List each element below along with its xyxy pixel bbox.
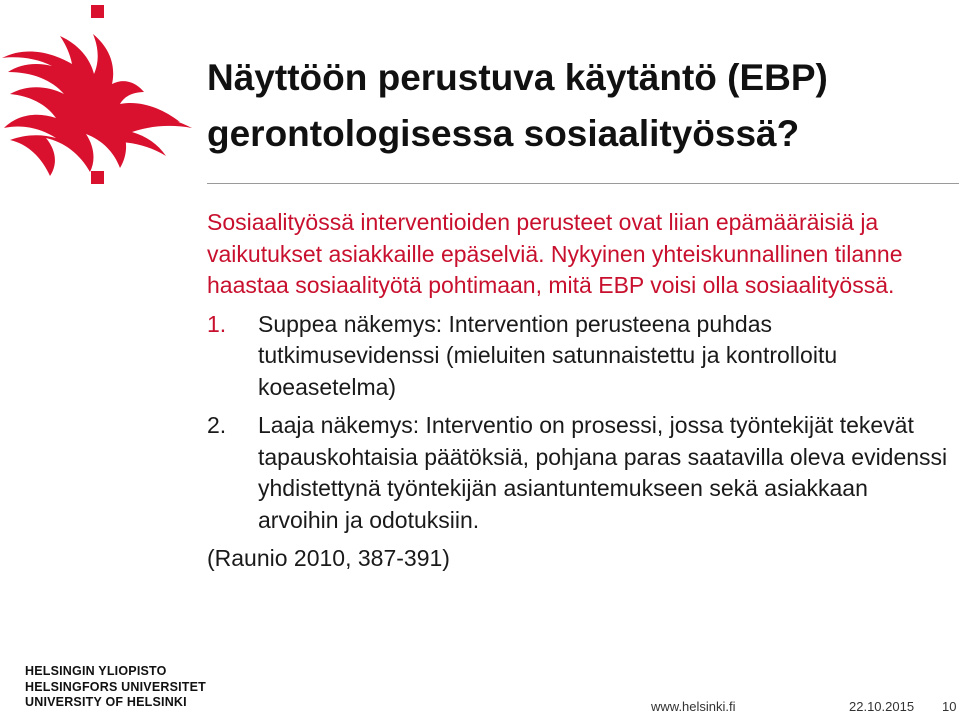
flame-logo-icon	[0, 0, 200, 195]
intro-highlight: Sosiaalityössä interventioiden perusteet ovat liian epämääräisiä ja vaikutukset asiakkaille epäselviä.	[207, 209, 879, 267]
numbered-list	[207, 309, 952, 537]
intro-continuation: Nykyinen yhteiskunnallinen tilanne haastaa sosiaalityötä pohtimaan, mitä EBP voisi olla sosiaalityössä.	[207, 240, 903, 298]
list-item-text: Laaja näkemys: Interventio on prosessi, jossa työntekijät tekevät tapauskohtaisia päätöksiä, pohjana paras saatavilla oleva evidenssi yhdistettynä työntekijän asiantuntemukseen sekä asiakkaan arvoihin ja odotuksiin.	[258, 412, 948, 533]
slide-body	[207, 207, 952, 575]
list-item	[207, 410, 952, 536]
footer-url: www.helsinki.fi	[651, 699, 736, 714]
footer-date: 22.10.2015	[849, 699, 915, 714]
list-item-number: 1.	[207, 310, 227, 337]
title-line-2: gerontologisessa sosiaalityössä?	[207, 113, 800, 154]
university-name-english: UNIVERSITY OF HELSINKI	[25, 695, 187, 709]
reference-citation: (Raunio 2010, 387-391)	[207, 545, 450, 571]
university-name-finnish: HELSINGIN YLIOPISTO	[25, 664, 167, 678]
list-item-number: 2.	[207, 412, 227, 438]
page-number: 10	[942, 699, 957, 714]
university-name-swedish: HELSINGFORS UNIVERSITET	[25, 679, 207, 694]
slide-title	[207, 50, 947, 162]
university-wordmark	[25, 664, 206, 711]
list-item	[207, 309, 952, 404]
title-line-1: Näyttöön perustuva käytäntö (EBP)	[207, 57, 828, 98]
title-divider	[207, 183, 959, 184]
intro-paragraph	[207, 207, 952, 302]
list-item-text: Suppea näkemys: Intervention perusteena puhdas tutkimusevidenssi (mieluiten satunnaistettu ja kontrolloitu koeasetelma)	[258, 310, 838, 400]
